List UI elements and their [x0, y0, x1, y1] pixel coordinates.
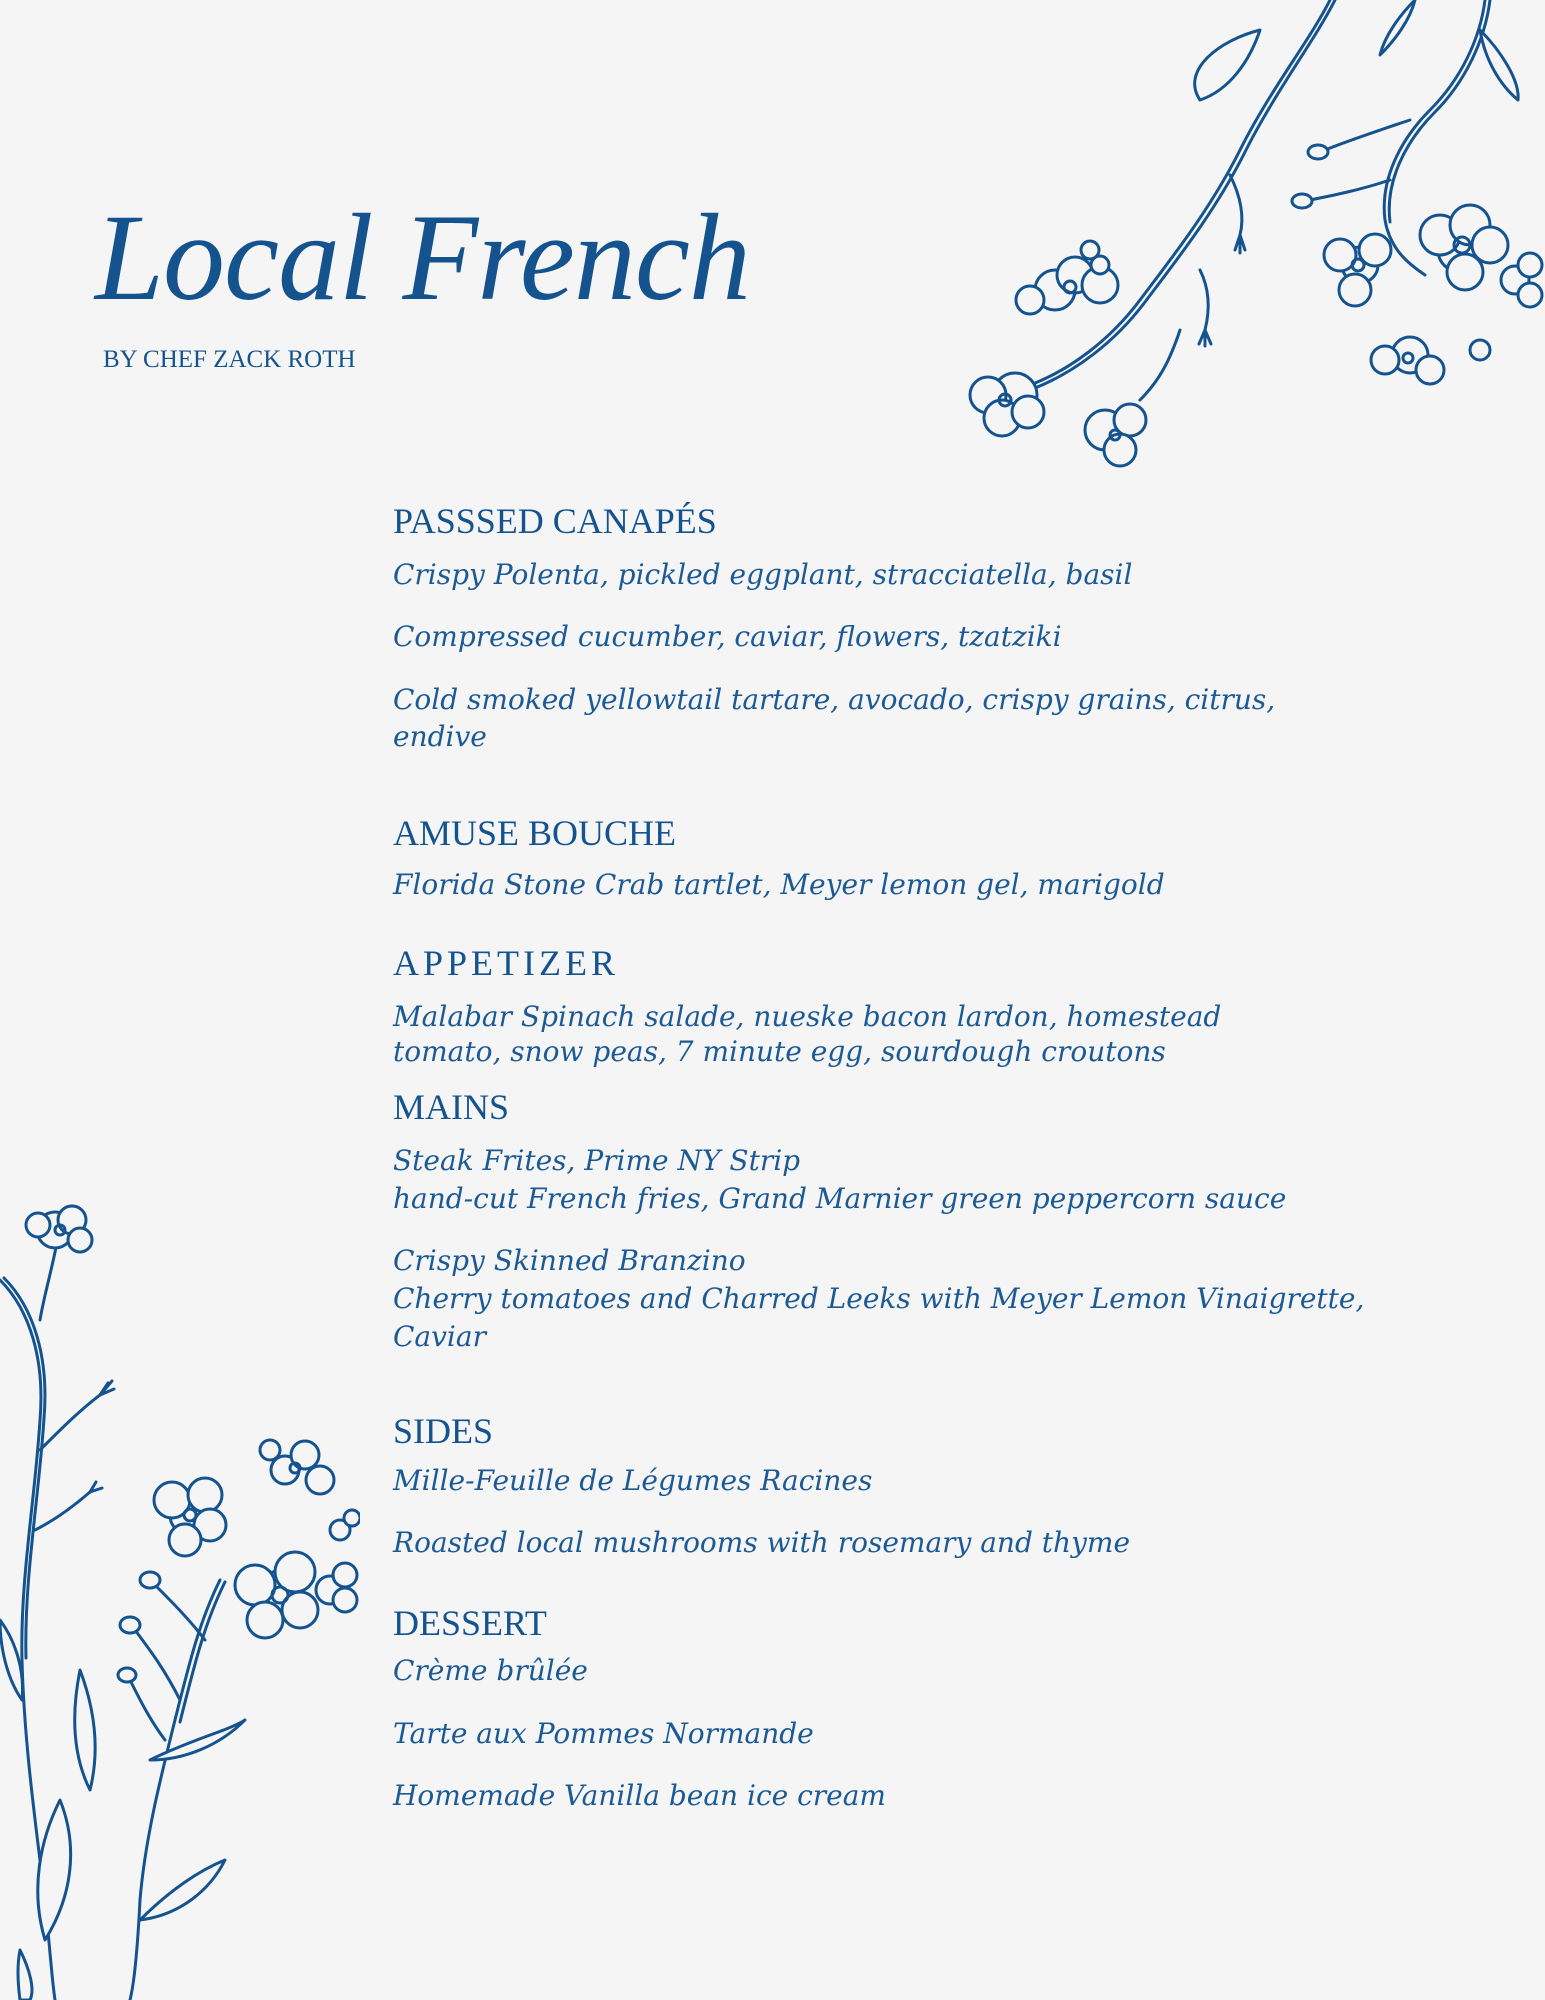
menu-item: Roasted local mushrooms with rosemary and thyme	[393, 1526, 1131, 1559]
menu-item: Tarte aux Pommes Normande	[393, 1717, 814, 1750]
section-mains	[393, 1084, 509, 1130]
section-heading: APPETIZER	[393, 943, 620, 983]
section-dessert	[393, 1600, 547, 1646]
menu-item-line: Caviar	[393, 1320, 486, 1353]
section-heading: AMUSE BOUCHE	[393, 813, 677, 853]
menu-item-line: Crispy Skinned Branzino	[393, 1244, 746, 1277]
section-canapes	[393, 498, 717, 544]
section-heading: DESSERT	[393, 1603, 547, 1643]
menu-item-line: Cold smoked yellowtail tartare, avocado, crispy grains, citrus,	[393, 683, 1276, 716]
floral-branch-top-right-icon	[940, 0, 1545, 480]
menu-item-line: Steak Frites, Prime NY Strip	[393, 1144, 801, 1177]
section-amuse-bouche	[393, 810, 676, 856]
menu-item: Mille-Feuille de Légumes Racines	[393, 1464, 873, 1497]
section-heading: SIDES	[393, 1411, 494, 1451]
menu-item: Crispy Polenta, pickled eggplant, stracciatella, basil	[393, 558, 1133, 591]
section-appetizer	[393, 940, 619, 986]
chef-byline: BY CHEF ZACK ROTH	[103, 346, 356, 373]
menu-item: Crème brûlée	[393, 1654, 588, 1687]
menu-title: Local French	[95, 189, 750, 326]
menu-item-line: hand-cut French fries, Grand Marnier green peppercorn sauce	[393, 1182, 1287, 1215]
menu-item-line: Cherry tomatoes and Charred Leeks with Meyer Lemon Vinaigrette,	[393, 1282, 1365, 1315]
menu-item: Homemade Vanilla bean ice cream	[393, 1779, 886, 1812]
menu-item: Florida Stone Crab tartlet, Meyer lemon gel, marigold	[393, 868, 1165, 901]
menu-item-line: endive	[393, 720, 487, 753]
section-heading: MAINS	[393, 1087, 510, 1127]
section-sides	[393, 1408, 493, 1454]
floral-branch-bottom-left-icon	[0, 1200, 360, 2000]
section-heading: PASSSED CANAPÉS	[393, 501, 717, 541]
menu-item-line: Malabar Spinach salade, nueske bacon lardon, homestead	[393, 1000, 1222, 1033]
menu-item-line: tomato, snow peas, 7 minute egg, sourdough croutons	[393, 1035, 1166, 1068]
menu-item: Compressed cucumber, caviar, flowers, tzatziki	[393, 620, 1062, 653]
